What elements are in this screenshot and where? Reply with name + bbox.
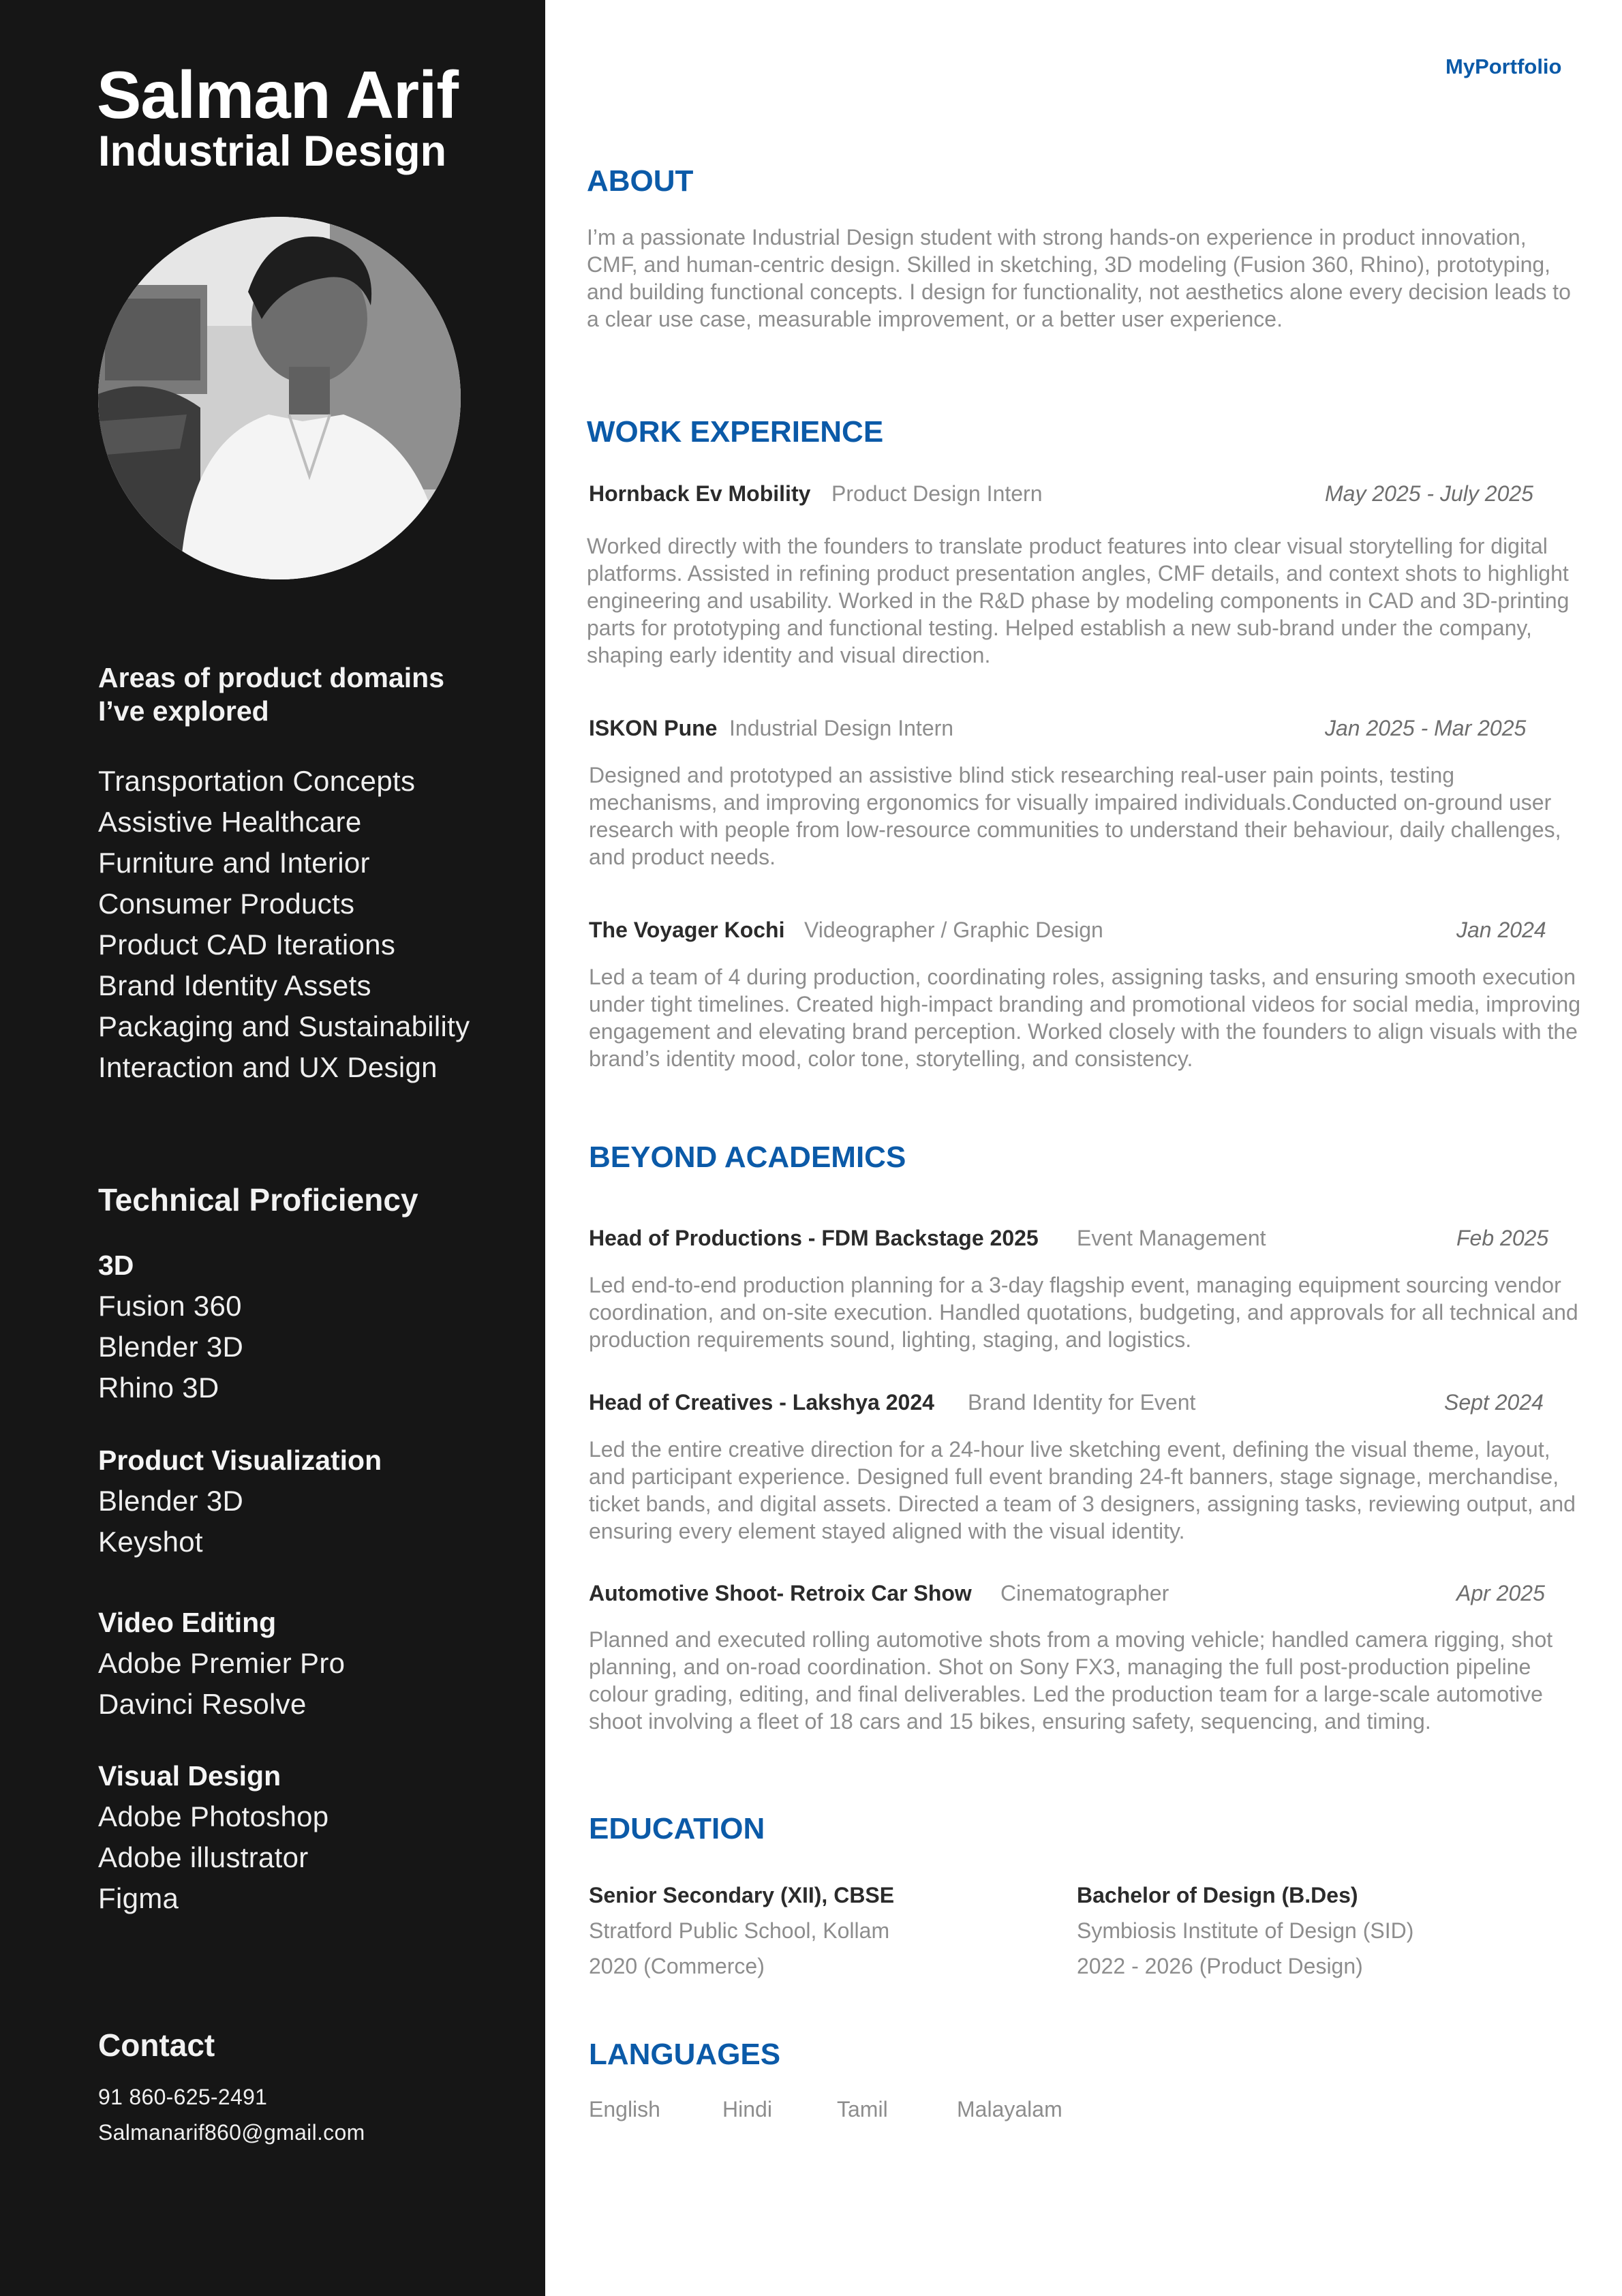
beyond-entry-header (589, 1386, 1563, 1419)
work-description: Led a team of 4 during production, coordinating roles, assigning tasks, and ensuring smooth execution under tight timelines. Created high-impact branding and promotional videos for social media, improving engagement and elevating brand perception. Worked closely with the founders to align visuals with the brand’s identity mood, color tone, storytelling, and consistency. (589, 965, 1580, 1071)
education-entry (1077, 1877, 1540, 1984)
beyond-org: Head of Productions - FDM Backstage 2025 (589, 1226, 1039, 1250)
list-item: Interaction and UX Design (98, 1051, 438, 1083)
languages-section-title: LANGUAGES (589, 2038, 781, 2071)
tech-group-3d (98, 1245, 243, 1408)
beyond-entry-header (589, 1577, 1563, 1610)
work-entry-header (589, 477, 1563, 510)
language-item: Tamil (837, 2097, 888, 2121)
work-entry-header (589, 913, 1563, 946)
tech-group-product-visualization (98, 1440, 382, 1562)
education-period: 2022 - 2026 (Product Design) (1077, 1954, 1363, 1978)
language-item: English (589, 2097, 660, 2121)
list-item: Transportation Concepts (98, 765, 416, 797)
work-date: Jan 2024 (1456, 918, 1546, 942)
beyond-entry-header (589, 1222, 1563, 1254)
education-school: Symbiosis Institute of Design (SID) (1077, 1918, 1414, 1943)
work-org: The Voyager Kochi (589, 918, 785, 942)
domains-heading: Areas of product domains I’ve explored (98, 662, 445, 727)
work-description: Designed and prototyped an assistive blind stick researching real-user pain points, testing mechanisms, and improving ergonomics for visually impaired individuals.Conducted on-ground user research with people from low-resource communities to understand their behaviour, daily challenges, and product needs. (589, 763, 1561, 869)
education-section-title: EDUCATION (589, 1812, 765, 1845)
tool-item: Adobe illustrator (98, 1841, 309, 1873)
tech-group-visual-design (98, 1755, 328, 1919)
work-role: Industrial Design Intern (729, 716, 954, 740)
education-degree: Senior Secondary (XII), CBSE (589, 1883, 895, 1907)
beyond-section-title: BEYOND ACADEMICS (589, 1141, 906, 1174)
list-item: Consumer Products (98, 888, 355, 920)
tech-group-title: Video Editing (98, 1607, 277, 1638)
beyond-role: Brand Identity for Event (968, 1390, 1196, 1415)
list-item: Brand Identity Assets (98, 969, 371, 1001)
language-item: Malayalam (957, 2097, 1062, 2121)
beyond-org: Head of Creatives - Lakshya 2024 (589, 1390, 934, 1415)
list-item: Furniture and Interior (98, 847, 370, 879)
work-role: Videographer / Graphic Design (804, 918, 1103, 942)
phone-number[interactable]: 91 860-625-2491 (98, 2085, 268, 2109)
portfolio-link[interactable]: MyPortfolio (1445, 55, 1562, 78)
sidebar (0, 0, 545, 2296)
role-heading: Industrial Design (98, 127, 447, 175)
tech-group-title: 3D (98, 1250, 134, 1281)
name-heading: Salman Arif (97, 57, 458, 132)
tool-item: Keyshot (98, 1526, 203, 1558)
list-item: Assistive Healthcare (98, 806, 362, 838)
tech-group-title: Visual Design (98, 1760, 281, 1792)
beyond-role: Cinematographer (1000, 1581, 1169, 1605)
contact-heading: Contact (98, 2027, 215, 2063)
education-school: Stratford Public School, Kollam (589, 1918, 890, 1943)
beyond-description: Led end-to-end production planning for a 3-day flagship event, managing equipment sourcing vendor coordination, and on-site execution. Handled quotations, budgeting, and approvals for all technical and production requirements sound, lighting, staging, and logistics. (589, 1273, 1578, 1352)
tech-group-title: Product Visualization (98, 1445, 382, 1476)
beyond-org: Automotive Shoot- Retroix Car Show (589, 1581, 972, 1605)
education-period: 2020 (Commerce) (589, 1954, 765, 1978)
beyond-role: Event Management (1077, 1226, 1266, 1250)
beyond-date: Apr 2025 (1456, 1581, 1545, 1605)
tool-item: Adobe Photoshop (98, 1800, 329, 1832)
tool-item: Adobe Premier Pro (98, 1647, 346, 1679)
domains-list (98, 761, 470, 1088)
work-date: May 2025 - July 2025 (1325, 481, 1533, 506)
tool-item: Fusion 360 (98, 1290, 242, 1322)
list-item: Product CAD Iterations (98, 928, 396, 961)
work-org: ISKON Pune (589, 716, 718, 740)
tool-item: Figma (98, 1882, 179, 1914)
tool-item: Rhino 3D (98, 1372, 219, 1404)
work-entry-header (589, 712, 1563, 744)
list-item: Packaging and Sustainability (98, 1010, 470, 1042)
avatar (98, 217, 461, 579)
about-section-title: ABOUT (587, 164, 694, 198)
tool-item: Blender 3D (98, 1485, 244, 1517)
beyond-date: Sept 2024 (1444, 1390, 1544, 1415)
beyond-date: Feb 2025 (1456, 1226, 1549, 1250)
language-item: Hindi (722, 2097, 772, 2121)
work-date: Jan 2025 - Mar 2025 (1325, 716, 1527, 740)
work-section-title: WORK EXPERIENCE (587, 415, 884, 449)
profile-photo-icon (98, 217, 461, 579)
tech-heading: Technical Proficiency (98, 1182, 418, 1218)
email-address[interactable]: Salmanarif860@gmail.com (98, 2120, 365, 2145)
work-description: Worked directly with the founders to translate product features into clear visual storytelling for digital platforms. Assisted in refining product presentation angles, CMF details, and context shots to highlight engineering and usability. Worked in the R&D phase by modeling components in CAD and 3D-printing parts for prototyping and functional testing. Helped establish a new sub-brand under the company, shaping early identity and visual direction. (587, 534, 1570, 667)
work-org: Hornback Ev Mobility (589, 481, 811, 506)
tool-item: Blender 3D (98, 1331, 244, 1363)
about-text: I’m a passionate Industrial Design student with strong hands-on experience in product innovation, CMF, and human-centric design. Skilled in sketching, 3D modeling (Fusion 360, Rhino), prototyping, and building functional concepts. I design for functionality, not aesthetics alone every decision leads to a clear use case, measurable improvement, or a better user experience. (587, 225, 1571, 331)
education-degree: Bachelor of Design (B.Des) (1077, 1883, 1358, 1907)
tool-item: Davinci Resolve (98, 1688, 307, 1720)
tech-group-video-editing (98, 1602, 345, 1725)
work-role: Product Design Intern (831, 481, 1043, 506)
beyond-description: Led the entire creative direction for a 24-hour live sketching event, defining the visual theme, layout, and participant experience. Designed full event branding 24-ft banners, stage signage, merchandise, ticket bands, and digital assets. Directed a team of 3 designers, assigning tasks, reviewing output, and ensuring every element stayed aligned with the visual identity. (589, 1437, 1576, 1543)
education-entry (589, 1877, 1052, 1984)
beyond-description: Planned and executed rolling automotive shots from a moving vehicle; handled camera rigging, shot planning, and on-road coordination. Shot on Sony FX3, managing the full post-production pipeline colour grading, editing, and final deliverables. Led the production team for a large-scale automotive shoot involving a fleet of 18 cars and 15 bikes, ensuring safety, sequencing, and timing. (589, 1627, 1553, 1734)
